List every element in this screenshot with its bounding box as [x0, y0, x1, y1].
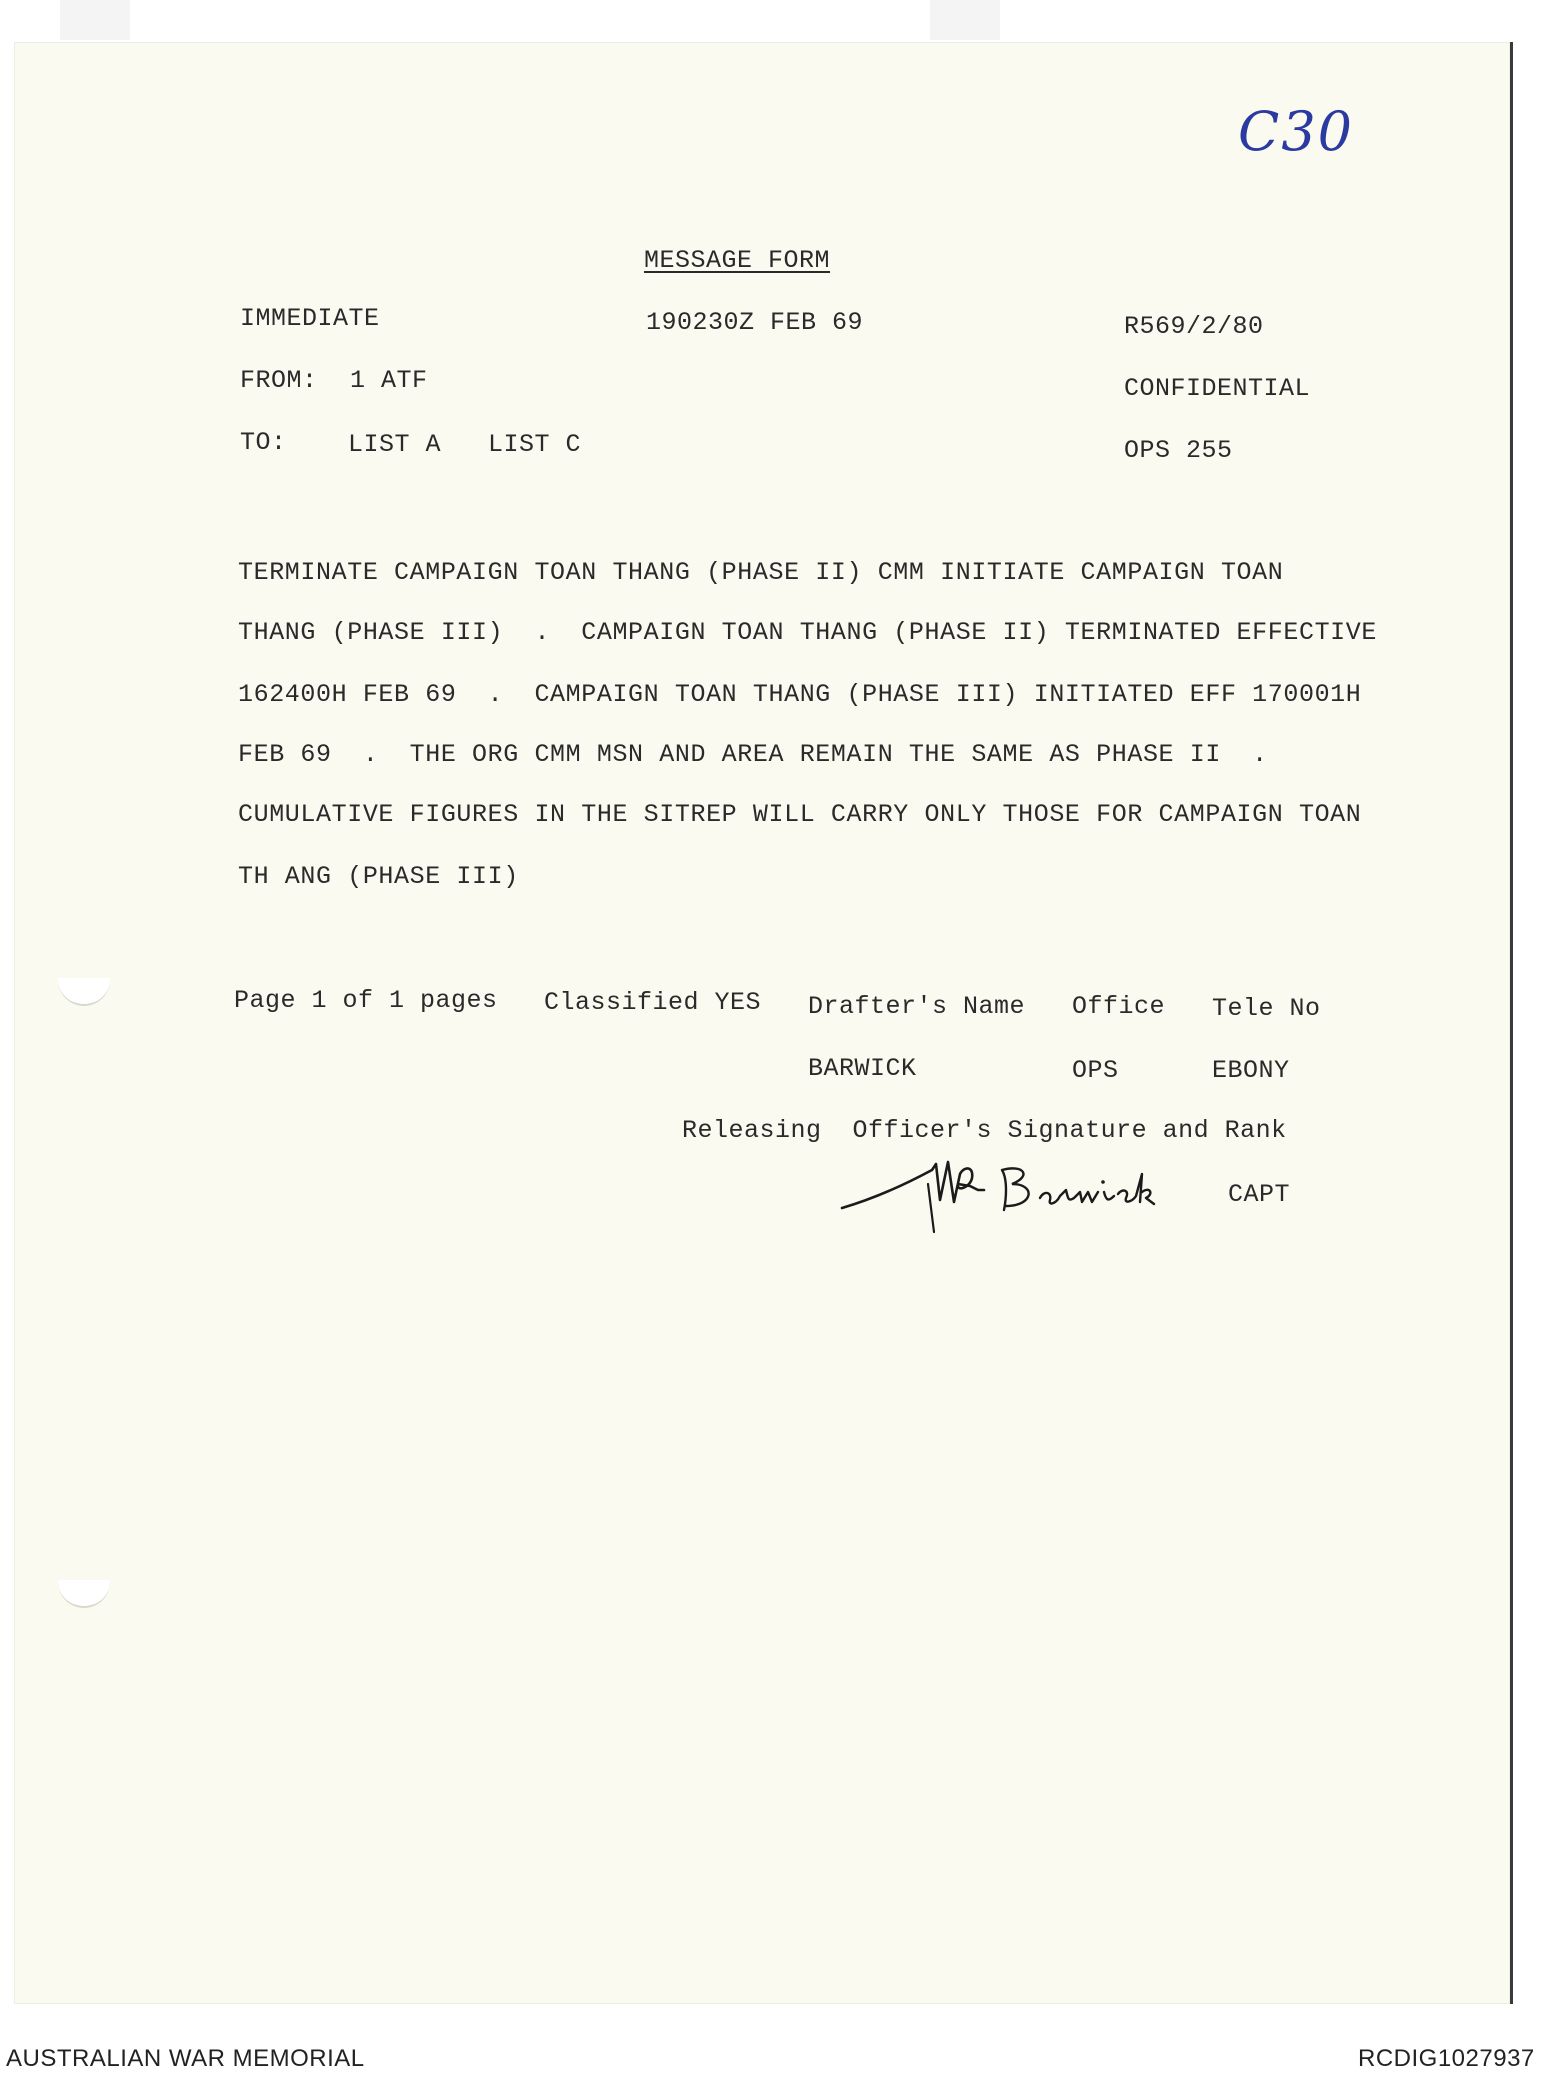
message-body-line: THANG (PHASE III) . CAMPAIGN TOAN THANG (PHASE II) TERMINATED EFFECTIVE — [238, 618, 1377, 647]
archive-institution: AUSTRALIAN WAR MEMORIAL — [6, 2045, 365, 2072]
page-count: Page 1 of 1 pages — [234, 986, 498, 1015]
file-reference: R569/2/80 — [1124, 312, 1264, 341]
message-body-line: FEB 69 . THE ORG CMM MSN AND AREA REMAIN THE SAME AS PHASE II . — [238, 740, 1268, 769]
tele-label: Tele No — [1212, 994, 1321, 1023]
ops-number: OPS 255 — [1124, 436, 1233, 465]
top-edge-mark — [60, 0, 130, 40]
message-body-line: 162400H FEB 69 . CAMPAIGN TOAN THANG (PHASE III) INITIATED EFF 170001H — [238, 680, 1362, 709]
top-edge-mark — [930, 0, 1000, 40]
handwritten-signature — [836, 1140, 1216, 1240]
message-body-line: CUMULATIVE FIGURES IN THE SITREP WILL CARRY ONLY THOSE FOR CAMPAIGN TOAN — [238, 800, 1362, 829]
to-value: LIST A — [348, 430, 442, 459]
from-value: 1 ATF — [350, 366, 428, 395]
date-time-group: 190230Z FEB 69 — [646, 308, 864, 337]
from-label: FROM: — [240, 366, 318, 395]
punch-hole — [58, 1580, 110, 1608]
rank: CAPT — [1228, 1180, 1291, 1209]
archive-identifier: RCDIG1027937 — [1358, 2045, 1535, 2072]
to-value: LIST C — [488, 430, 582, 459]
handwritten-reference: C30 — [1238, 100, 1355, 163]
precedence: IMMEDIATE — [240, 304, 380, 333]
tele-value: EBONY — [1212, 1056, 1290, 1085]
office-value: OPS — [1072, 1056, 1119, 1085]
form-title: MESSAGE FORM — [644, 246, 831, 275]
office-label: Office — [1072, 992, 1166, 1021]
drafter-label: Drafter's Name — [808, 992, 1026, 1021]
message-body-line: TH ANG (PHASE III) — [238, 862, 519, 891]
to-label: TO: — [240, 428, 287, 457]
drafter-value: BARWICK — [808, 1054, 917, 1083]
classified-field: Classified YES — [544, 988, 762, 1017]
message-body-line: TERMINATE CAMPAIGN TOAN THANG (PHASE II) CMM INITIATE CAMPAIGN TOAN — [238, 558, 1284, 587]
punch-hole — [58, 978, 110, 1006]
classification: CONFIDENTIAL — [1124, 374, 1311, 403]
releasing-officer-label: Releasing Officer's Signature and Rank — [682, 1116, 1287, 1145]
